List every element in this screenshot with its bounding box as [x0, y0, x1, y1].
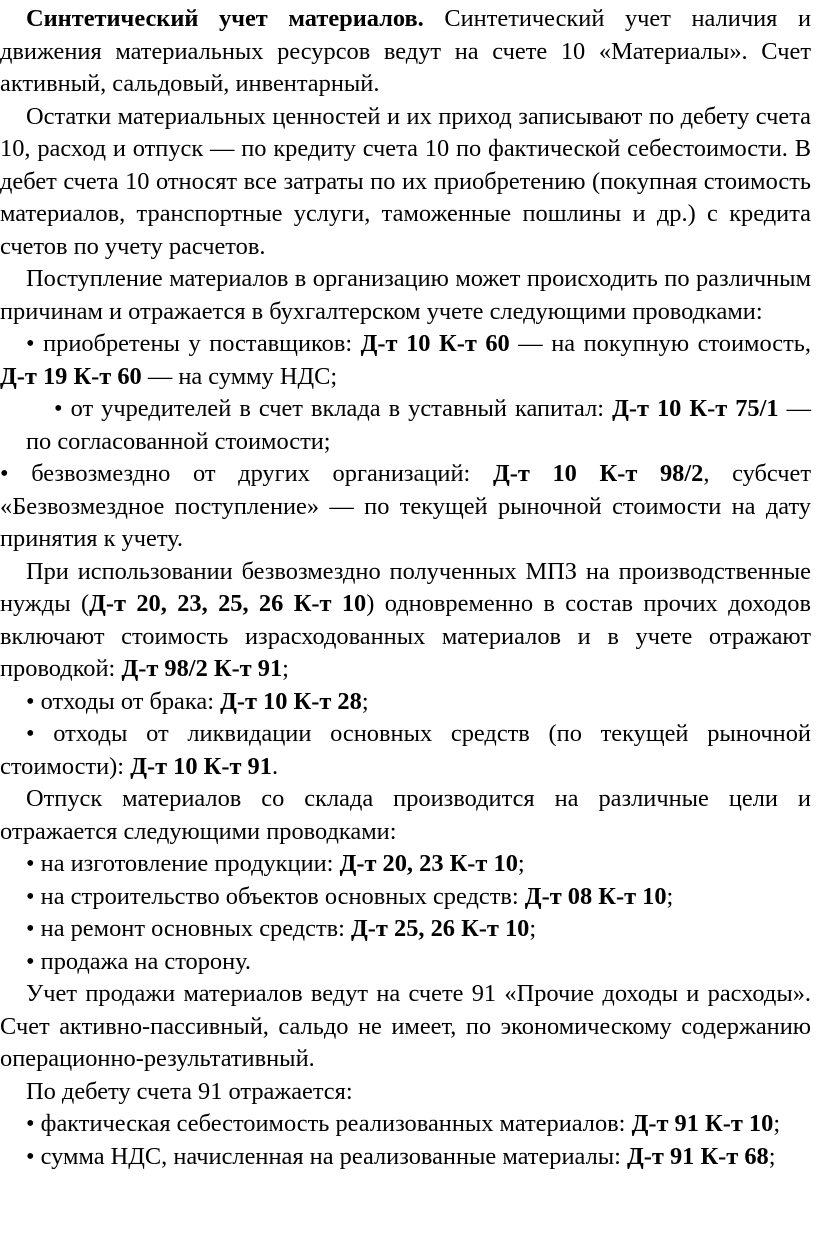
text-run: ;	[666, 882, 674, 910]
bold-text: Д-т 10 К-т 75/1	[612, 395, 779, 422]
list-item	[0, 881, 811, 914]
list-item	[0, 1108, 811, 1141]
paragraph	[0, 263, 811, 328]
text-run: — на сумму НДС;	[141, 362, 338, 390]
paragraph	[0, 1076, 811, 1109]
bold-text: Д-т 20, 23 К-т 10	[339, 850, 518, 877]
list-item	[0, 1141, 811, 1174]
bold-text: Д-т 91 К-т 68	[627, 1142, 769, 1170]
list-item	[0, 913, 811, 946]
bold-text: Д-т 25, 26 К-т 10	[351, 915, 530, 942]
text-run: ;	[529, 915, 537, 942]
text-run: — по согласованной стоимости;	[26, 395, 811, 455]
paragraph	[0, 978, 811, 1076]
list-item	[0, 718, 811, 783]
list-item	[0, 458, 811, 556]
paragraph	[0, 3, 811, 101]
text-run: • отходы от ликвидации основных средств (по текущей рыночной стоимости):	[0, 720, 811, 780]
text-run: • от учредителей в счет вклада в уставный капитал:	[54, 395, 613, 422]
text-run: , субсчет «Безвозмездное поступление» — по текущей рыночной стоимости на дату принятия к учету.	[0, 460, 811, 552]
text-run: .	[271, 752, 279, 780]
text-run: • на изготовление продукции:	[26, 850, 340, 877]
bold-text: Д-т 10 К-т 60	[360, 330, 510, 357]
text-run: ;	[517, 850, 525, 877]
text-run: При использовании безвозмездно полученных МПЗ на производственные нужды (	[0, 557, 811, 617]
text-run: ;	[282, 655, 289, 682]
bold-text: Д-т 10 К-т 91	[130, 752, 272, 780]
bold-text: Д-т 91 К-т 10	[631, 1110, 774, 1137]
text-run: • сумма НДС, начисленная на реализованные материалы:	[26, 1142, 627, 1170]
text-run: Отпуск материалов со склада производится на различные цели и отражается следующими проводками:	[0, 785, 811, 845]
text-run: Синтетический учет наличия и движения материальных ресурсов ведут на счете 10 «Материалы». Счет активный, сальдовый, инвентарный.	[0, 5, 811, 97]
bold-text: Д-т 20, 23, 25, 26 К-т 10	[89, 590, 367, 617]
paragraph	[0, 101, 811, 264]
text-run: • на строительство объектов основных средств:	[26, 882, 525, 910]
paragraph	[0, 783, 811, 848]
list-item	[0, 393, 811, 458]
text-run: ;	[361, 687, 369, 715]
text-run: ) одновременно в состав прочих доходов включают стоимость израсходованных материалов и в учете отражают проводкой:	[0, 590, 811, 682]
text-run: Поступление материалов в организацию может происходить по различным причинам и отражается в бухгалтерском учете следующими проводками:	[0, 265, 811, 325]
text-run: • фактическая себестоимость реализованных материалов:	[26, 1110, 632, 1137]
bold-text: Д-т 08 К-т 10	[524, 882, 667, 910]
text-run: • продажа на сторону.	[26, 947, 252, 975]
list-item	[0, 686, 811, 719]
text-run: — на покупную стоимость,	[509, 330, 811, 357]
bold-text: Д-т 10 К-т 98/2	[492, 460, 704, 487]
text-run: ;	[773, 1110, 781, 1137]
text-run: Остатки материальных ценностей и их приход записывают по дебету счета 10, расход и отпуск — по кредиту счета 10 по фактической себестоимости. В дебет счета 10 относят все затраты по их приобретению (покупная стоимость материалов, транспортные услуги, таможенные пошлины и др.) с кредита счетов по учету расчетов.	[0, 102, 811, 260]
text-run: • отходы от брака:	[26, 687, 221, 715]
text-run: • безвозмездно от других организаций:	[0, 460, 493, 487]
text-run: Учет продажи материалов ведут на счете 91 «Прочие доходы и расходы». Счет активно-пассивный, сальдо не имеет, по экономическому содержанию операционно-результативный.	[0, 980, 811, 1072]
list-item	[0, 848, 811, 881]
bold-text: Д-т 19 К-т 60	[0, 362, 142, 390]
bold-text: Д-т 98/2 К-т 91	[121, 655, 283, 682]
text-run: По дебету счета 91 отражается:	[26, 1077, 353, 1105]
bold-text: Д-т 10 К-т 28	[220, 687, 362, 715]
text-run: • на ремонт основных средств:	[26, 915, 352, 942]
bold-text: Синтетический учет материалов.	[26, 5, 424, 32]
text-run: • приобретены у поставщиков:	[26, 330, 361, 357]
text-run: ;	[768, 1142, 776, 1170]
paragraph	[0, 556, 811, 686]
list-item	[0, 328, 811, 393]
list-item	[0, 946, 811, 979]
